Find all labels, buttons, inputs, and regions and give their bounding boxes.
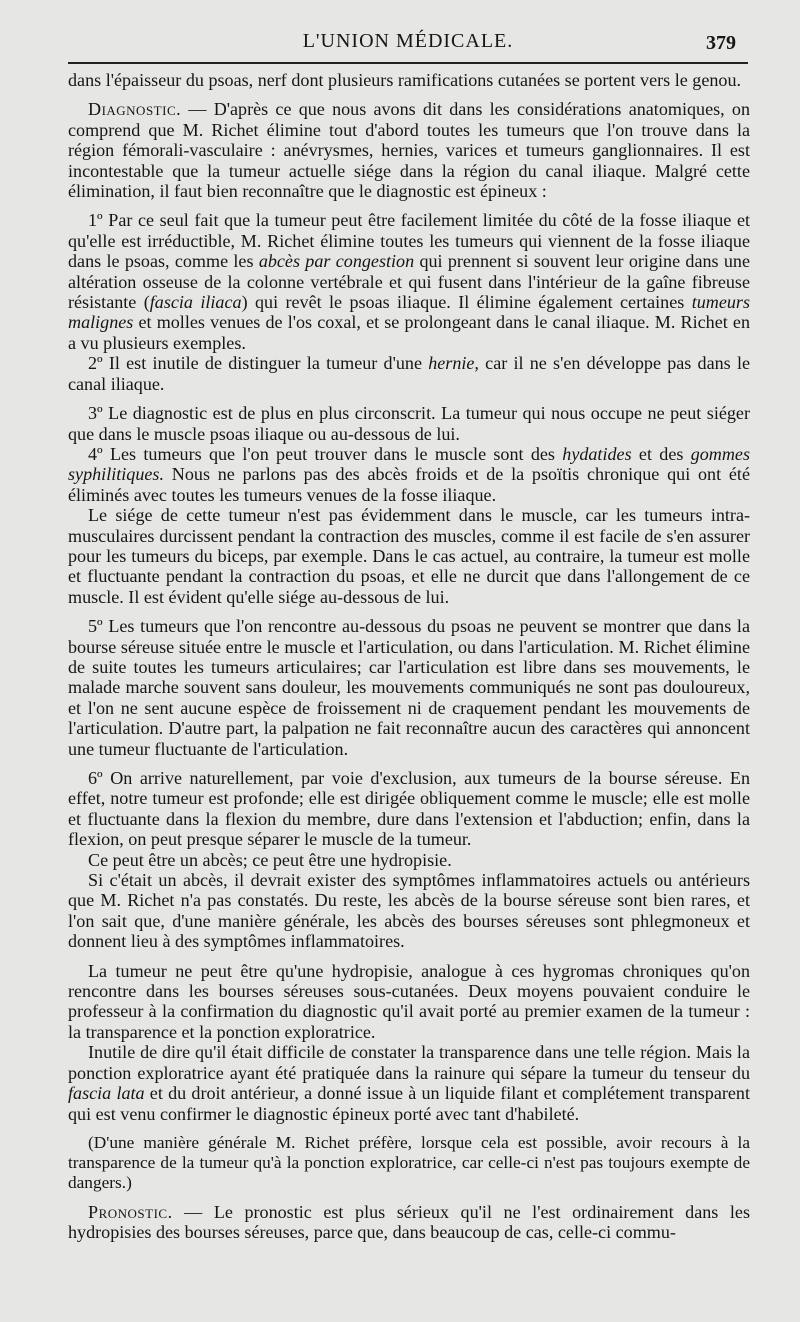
paragraph-point-1 <box>68 210 750 353</box>
italic-term: fascia iliaca <box>149 292 242 313</box>
text-run: et du droit antérieur, a donné issue à un liquide filant et complétement transparent qui est venu confirmer le diagnostic épineux porté avec tant d'habileté. <box>68 1083 750 1124</box>
text-run: et molles venues de l'os coxal, et se prolongeant dans le canal iliaque. M. Richet en a vu plusieurs exemples. <box>68 312 750 353</box>
paragraph-exploratory-puncture <box>68 1042 750 1124</box>
text-run: 4º Les tumeurs que l'on peut trouver dans le muscle sont des <box>88 443 563 464</box>
text-run: Inutile de dire qu'il était difficile de constater la transparence dans une telle région. Mais la ponction exploratrice ayant été pratiquée dans la rainure qui sépare la tumeur du tenseur du <box>68 1042 750 1083</box>
paragraph-abscess-or-hydrops: Ce peut être un abcès; ce peut être une hydropisie. <box>88 849 452 870</box>
paragraph-hydrops: La tumeur ne peut être qu'une hydropisie, analogue à ces hygromas chroniques qu'on rencontre dans les bourses séreuses sous-cutanées. Deux moyens pouvaient conduire le professeur à la confirmation du diagnostic qu'il avait porté au premier examen de la tumeur : la transparence et la ponction exploratrice. <box>68 960 750 1042</box>
article-body <box>68 70 750 1243</box>
italic-term: abcès par congestion <box>258 251 415 272</box>
paragraph-parenthetical-note: (D'une manière générale M. Richet préfère, lorsque cela est possible, avoir recours à la transparence de la tumeur qu'à la ponction exploratrice, car celle-ci n'est pas toujours exempte de dangers.) <box>68 1132 750 1192</box>
prognostic-text: — Le pronostic est plus sérieux qu'il ne l'est ordinairement dans les hydropisies des bourses séreuses, parce que, dans beaucoup de cas, celle-ci commu- <box>68 1201 750 1243</box>
paragraph-point-6: 6º On arrive naturellement, par voie d'exclusion, aux tumeurs de la bourse séreuse. En effet, notre tumeur est profonde; elle est dirigée obliquement comme le muscle; elle est molle et fluctuante dans la flexion du membre, dure dans l'extension et l'abduction; enfin, dans la flexion, on peut presque séparer le muscle de la tumeur. <box>68 768 750 850</box>
paragraph-point-3: 3º Le diagnostic est de plus en plus circonscrit. La tumeur qui nous occupe ne peut siéger que dans le muscle psoas iliaque ou au-dessous de lui. <box>68 403 750 444</box>
text-run: 1º Par ce seul fait que la tumeur peut être facilement limitée du côté de la fosse iliaque et qu'elle est irréductible, M. Richet élimine toutes les tumeurs qui viennent de la fosse iliaque dans le psoas, comme les <box>68 210 750 272</box>
italic-term: hydatides <box>562 443 632 464</box>
italic-term: hernie, <box>428 353 479 374</box>
paragraph-point-5: 5º Les tumeurs que l'on rencontre au-dessous du psoas ne peuvent se montrer que dans la bourse séreuse située entre le muscle et l'articulation, ou dans l'articulation. M. Richet élimine de suite toutes les tumeurs articulaires; car l'articulation est libre dans ses mouvements, le malade marche souvent sans douleur, les mouvements communiqués ne sont pas douloureux, et l'on ne sent aucune espèce de froissement ni de craquement pendant les mouvements de l'articulation. D'autre part, la palpation ne fait reconnaître aucun des caractères qui annoncent une tumeur fluctuante de l'articulation. <box>68 616 750 759</box>
text-run: ) qui revêt le psoas iliaque. Il élimine également certaines <box>241 292 692 313</box>
section-label-diagnostic: Diagnostic. <box>88 99 182 120</box>
text-run: car il ne s'en développe pas dans le canal iliaque. <box>68 353 751 394</box>
diagnostic-text: — D'après ce que nous avons dit dans les considérations anatomiques, on comprend que M. Richet élimine tout d'abord toutes les tumeurs que l'on trouve dans la région fémorali-vasculaire : anévrysmes, hernies, varices et tumeurs ganglionnaires. Il est incontestable que la tumeur actuelle siége dans la région du canal iliaque. Malgré cette élimination, il faut bien reconnaître que le diagnostic est épineux : <box>68 99 750 202</box>
italic-term: fascia lata <box>68 1083 145 1104</box>
text-run: et des <box>631 443 691 464</box>
text-run: Nous ne parlons pas des abcès froids et de la psoïtis chronique qui ont été éliminés avec toutes les tumeurs venues de la fosse iliaque. <box>68 464 750 505</box>
page-number: 379 <box>706 32 736 54</box>
paragraph-tumor-site: Le siége de cette tumeur n'est pas évidemment dans le muscle, car les tumeurs intra-musculaires durcissent pendant la contraction des muscles, comme il est facile de s'en assurer pour les tumeurs du biceps, par exemple. Dans le cas actuel, au contraire, la tumeur est molle et fluctuante pendant la contraction du psoas, et elle ne durcit que dans l'allongement de ce muscle. Il est évident qu'elle siége au-dessous de lui. <box>68 505 750 607</box>
paragraph-point-4 <box>68 444 750 505</box>
running-header <box>68 22 748 64</box>
italic-term: gommes syphilitiques. <box>68 443 750 485</box>
paragraph-abscess: Si c'était un abcès, il devrait exister des symptômes inflammatoires actuels ou antérieurs que M. Richet n'a pas constatés. Du reste, les abcès de la bourse séreuse sont bien rares, et l'on sait que, d'une manière générale, les abcès des bourses séreuses sont phlegmoneux et donnent lieu à des symptômes inflammatoires. <box>68 870 750 952</box>
journal-title: L'UNION MÉDICALE. <box>302 30 514 52</box>
italic-term: tumeurs malignes <box>68 292 750 333</box>
paragraph-point-2 <box>68 353 750 394</box>
section-label-prognostic: Pronostic. <box>88 1201 173 1222</box>
text-run: 2º Il est inutile de distinguer la tumeur d'une <box>88 353 429 374</box>
text-run: qui prennent si souvent leur origine dans une altération osseuse de la colonne vertébrale et qui fusent dans l'intérieur de la gaîne fibreuse résistante ( <box>68 251 750 313</box>
paragraph-prognostic <box>68 1202 750 1243</box>
paragraph-diagnostic <box>68 99 750 201</box>
paragraph-psoas-nerve: dans l'épaisseur du psoas, nerf dont plusieurs ramifications cutanées se portent vers le genou. <box>68 70 742 90</box>
